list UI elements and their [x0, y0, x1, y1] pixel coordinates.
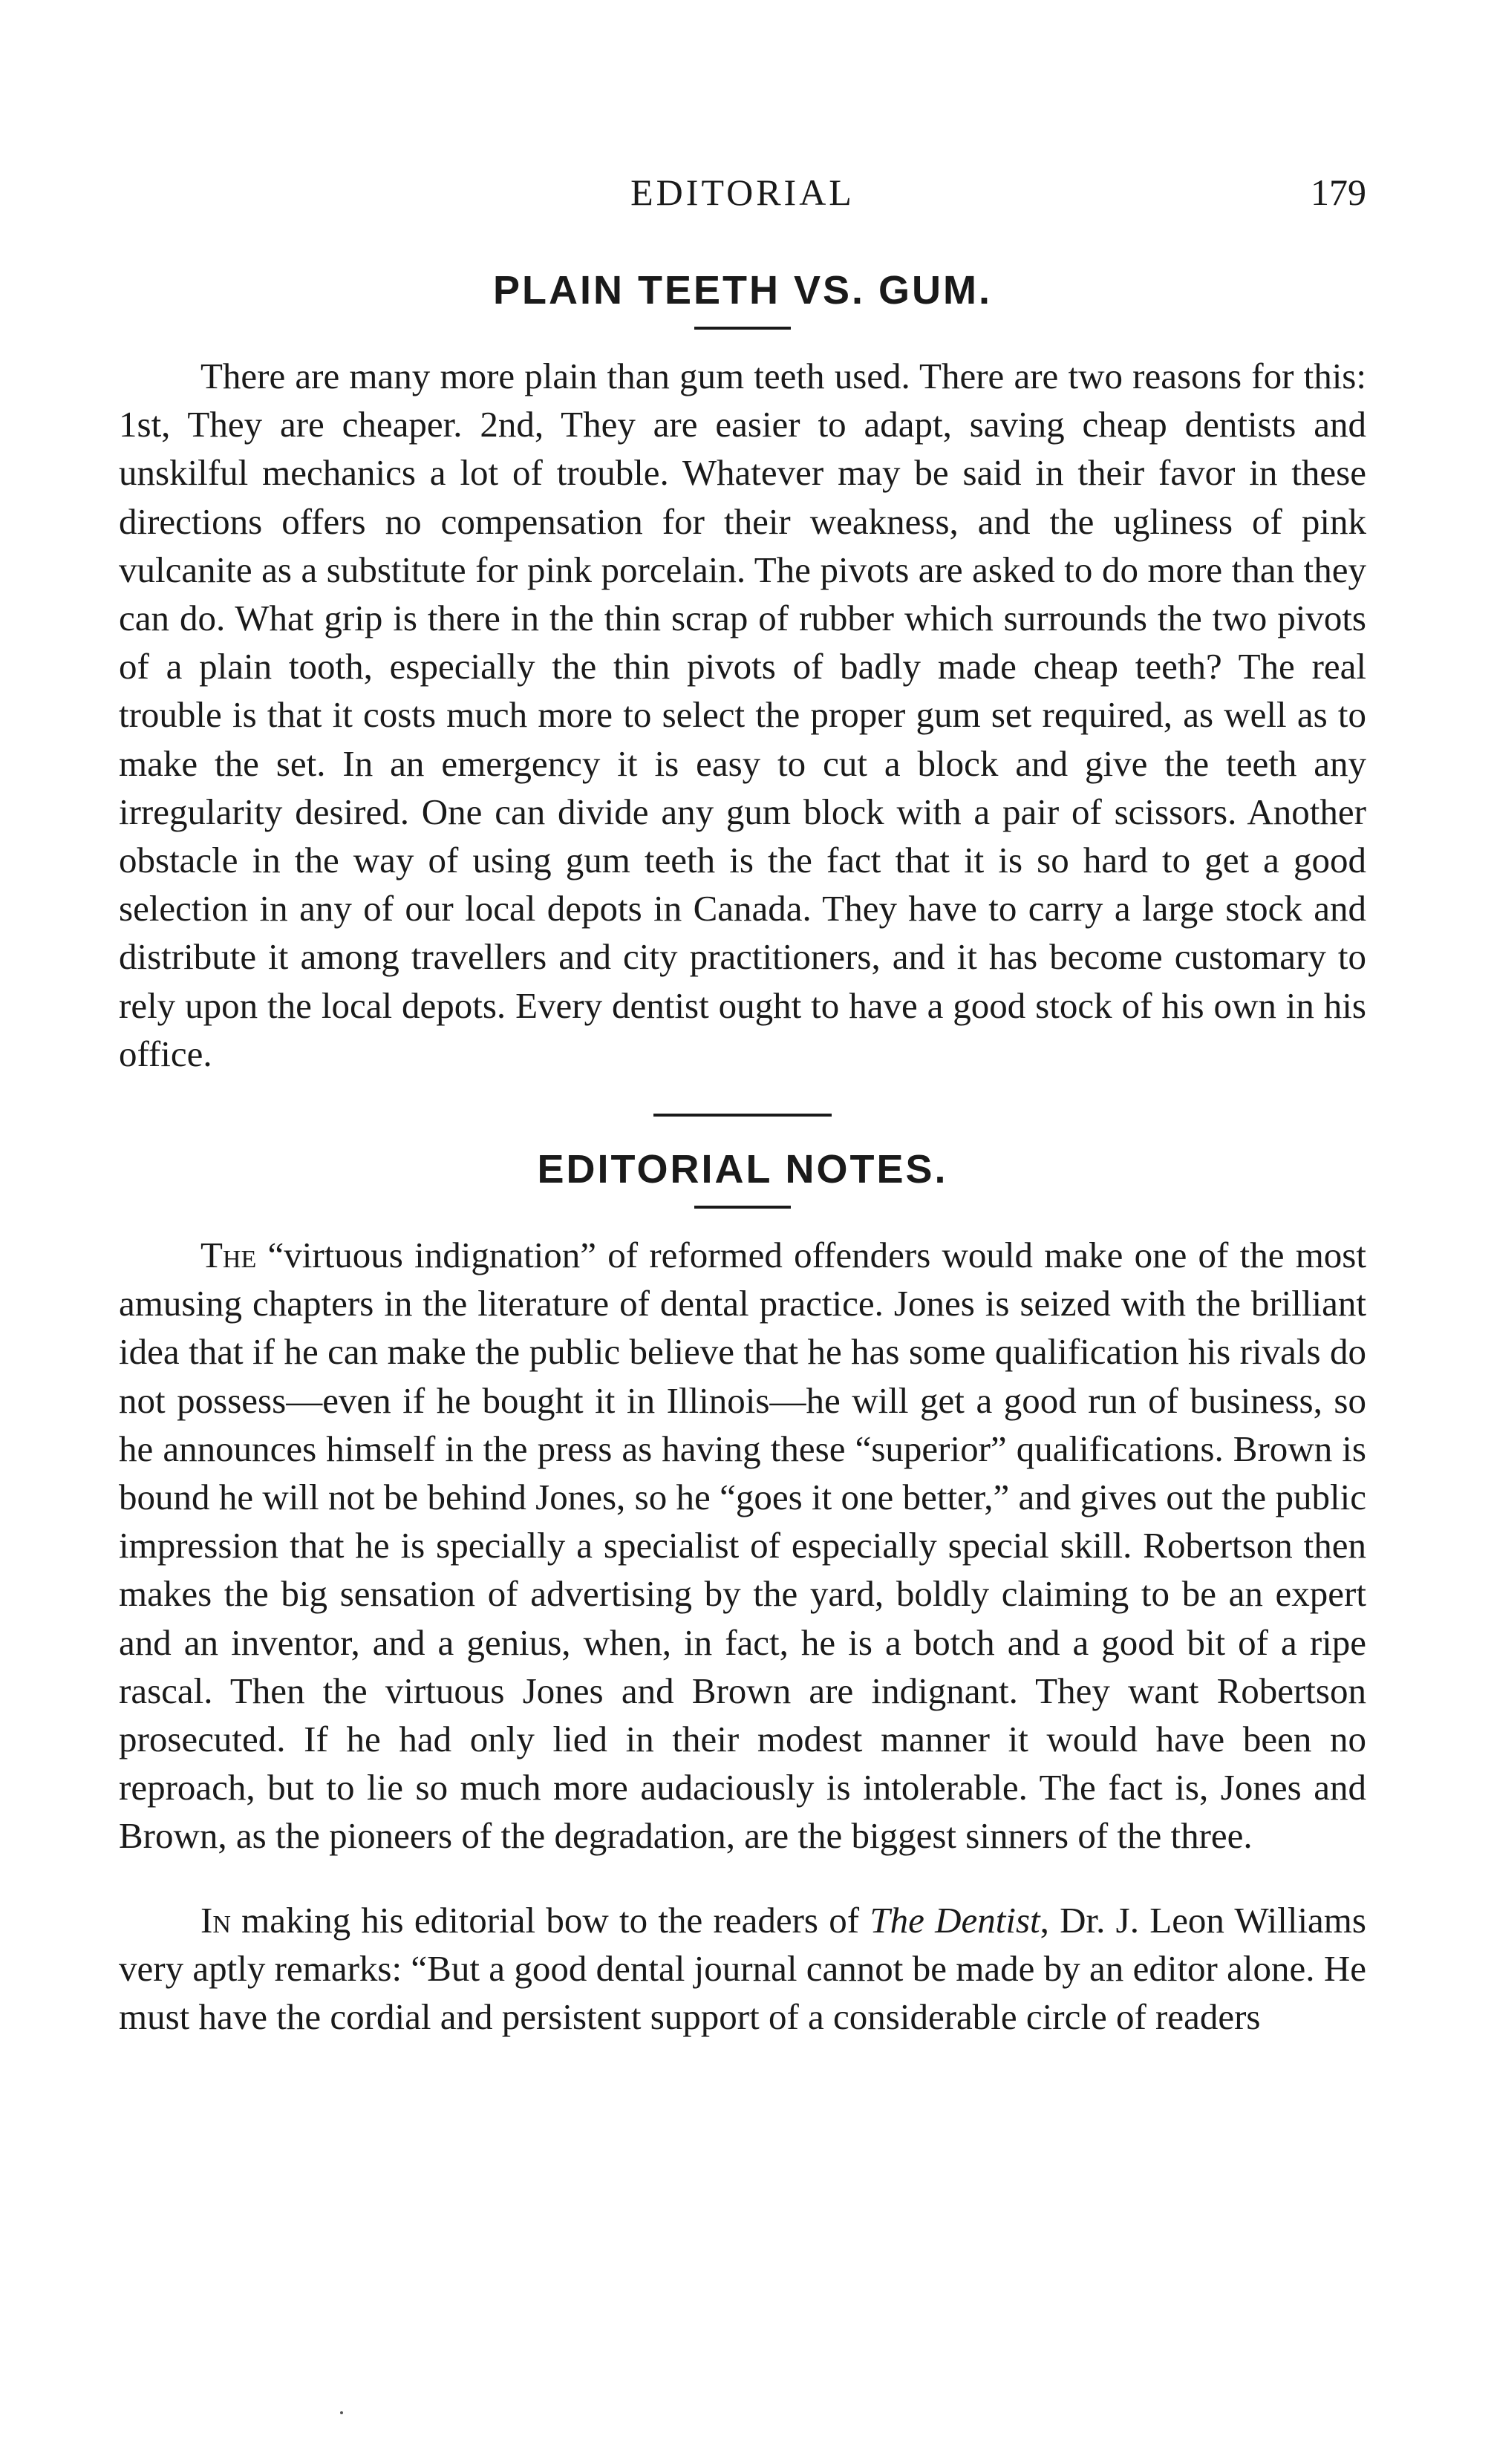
heading-rule — [694, 327, 791, 330]
print-speck — [340, 2411, 343, 2414]
page-number: 179 — [1311, 171, 1366, 213]
running-head — [119, 171, 1366, 230]
paragraph-text: making his editorial bow to the readers of — [230, 1899, 870, 1941]
paragraph-lead: The — [200, 1235, 257, 1276]
heading-rule — [694, 1206, 791, 1209]
paragraph-plain-teeth — [119, 352, 1366, 1078]
page — [119, 171, 1366, 2041]
section-divider — [653, 1114, 832, 1117]
paragraph-editorial-bow — [119, 1896, 1366, 2042]
paragraph-lead: In — [200, 1899, 231, 1941]
paragraph-text: , Dr. J. Leon Williams very aptly remarks: “But a good dental journal cannot be made by an editor alone. He must have the cordial and persistent support of a considerable circle of readers — [119, 1899, 1366, 2038]
paragraph-text: “virtuous indignation” of reformed offenders would make one of the most amusing chapters in the literature of dental practice. Jones is seized with the brilliant idea that if he can make the public believe that he has some qualification his rivals do not possess—even if he bought it in Illinois—he will get a good run of business, so he announces himself in the press as having these “superior” qualifications. Brown is bound he will not be behind Jones, so he “goes it one better,” and gives out the public impression that he is specially a specialist of especially special skill. Robertson then makes the big sensation of advertising by the yard, boldly claiming to be an expert and an inventor, and a genius, when, in fact, he is a botch and a good bit of a ripe rascal. Then the virtuous Jones and Brown are indignant. They want Robertson prosecuted. If he had only lied in their modest manner it would have been no reproach, but to lie so much more audaciously is intolerable. The fact is, Jones and Brown, as the pioneers of the degradation, are the biggest sinners of the three. — [119, 1235, 1366, 1857]
paragraph-virtuous-indignation — [119, 1231, 1366, 1860]
section-heading-plain-teeth: PLAIN TEETH VS. GUM. — [492, 268, 993, 313]
running-title: EDITORIAL — [630, 171, 855, 213]
paragraph-text: There are many more plain than gum teeth used. There are two reasons for this: 1st, They are cheaper. 2nd, They are easier to adapt, saving cheap dentists and unskilful mechanics a lot of trouble. Whatever may be said in their favor in these directions offers no compensation for their weakness, and the ugliness of pink vulcanite as a substitute for pink porcelain. The pivots are asked to do more than they can do. What grip is there in the thin scrap of rubber which surrounds the two pivots of a plain tooth, especially the thin pivots of badly made cheap teeth? The real trouble is that it costs much more to select the proper gum set required, as well as to make the set. In an emergency it is easy to cut a block and give the teeth any irregularity desired. One can divide any gum block with a pair of scissors. Another obstacle in the way of using gum teeth is the fact that it is so hard to get a good selection in any of our local depots in Canada. They have to carry a large stock and distribute it among travellers and city practitioners, and it has become customary to rely upon the local depots. Every dentist ought to have a good stock of his own in his office. — [119, 356, 1366, 1074]
section-heading-editorial-notes: EDITORIAL NOTES. — [537, 1147, 948, 1192]
journal-title: The Dentist — [870, 1899, 1040, 1941]
